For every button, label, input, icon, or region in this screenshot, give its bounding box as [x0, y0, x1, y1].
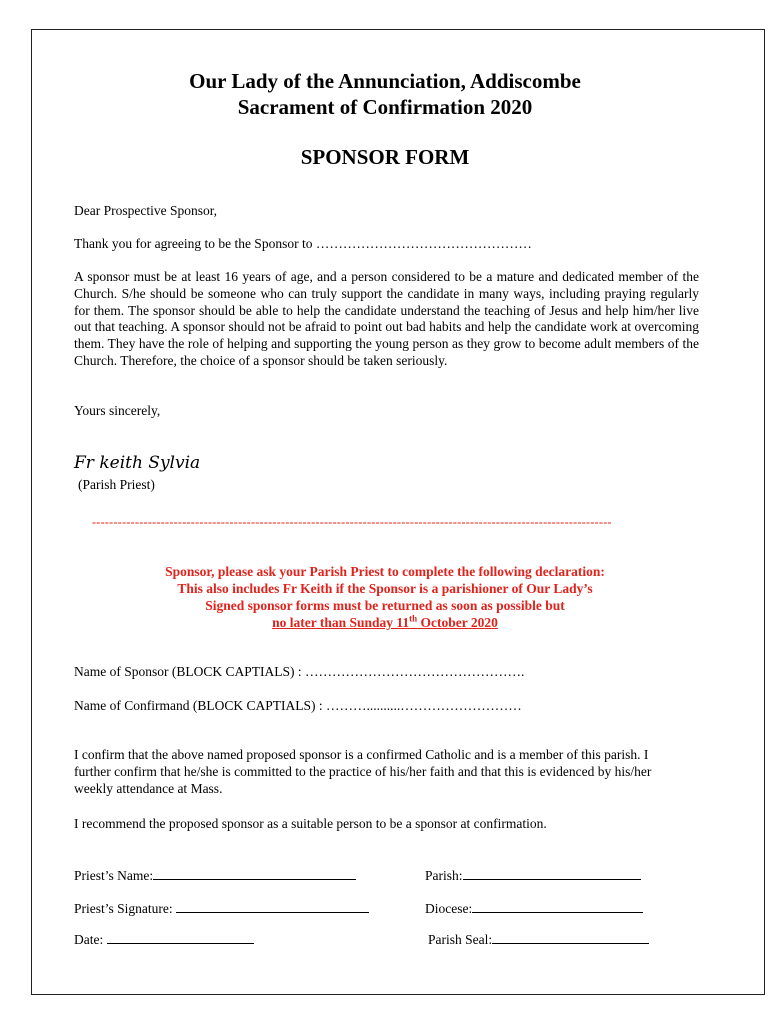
parish-label: Parish:	[425, 868, 463, 883]
priest-signature: Fr keith Sylvia	[74, 453, 201, 473]
notice-line-1: Sponsor, please ask your Parish Priest to complete the following declaration:	[165, 564, 605, 579]
sponsor-name-field[interactable]: Name of Sponsor (BLOCK CAPTIALS) : ………………………………………….	[74, 664, 525, 679]
parish-input-line[interactable]	[463, 866, 641, 880]
thanks-line: Thank you for agreeing to be the Sponsor to …………………………………………	[74, 236, 532, 251]
closing: Yours sincerely,	[74, 403, 161, 418]
deadline-line	[0, 613, 770, 631]
separator-dashes: -------------------------------------------------------------------------------------------------------------------------	[92, 515, 612, 529]
parish-row	[425, 866, 641, 884]
deadline-sup: th	[409, 613, 418, 623]
recommendation-statement: I recommend the proposed sponsor as a suitable person to be a sponsor at confirmation.	[74, 816, 547, 831]
parish-seal-row	[428, 930, 649, 948]
parish-seal-label: Parish Seal:	[428, 932, 493, 947]
diocese-row	[425, 899, 643, 917]
parish-seal-input-line[interactable]	[492, 930, 649, 944]
priest-signature-label: Priest’s Signature:	[74, 901, 173, 916]
deadline-prefix: no later than Sunday 11	[272, 614, 410, 630]
date-label: Date:	[74, 932, 104, 947]
form-title: SPONSOR FORM	[300, 145, 470, 169]
priest-signature-row	[74, 899, 369, 917]
sponsor-requirements-paragraph: A sponsor must be at least 16 years of age, and a person considered to be a mature and dedicated member of the Church. S/he should be someone who can truly support the candidate in many ways, including praying regularly for them. The sponsor should be able to help the candidate understand the teaching of Jesus and help him/her live out that teaching. A sponsor should not be afraid to point out bad habits and help the candidate work at overcoming them. They have the role of helping and supporting the young person as they grow to become adult members of the Church. Therefore, the choice of a sponsor should be taken seriously.	[74, 269, 699, 368]
salutation: Dear Prospective Sponsor,	[74, 203, 218, 218]
parish-title: Our Lady of the Annunciation, Addiscombe	[189, 69, 581, 93]
deadline-suffix: October 2020	[417, 614, 498, 630]
priest-name-input-line[interactable]	[153, 866, 356, 880]
document-page-border	[31, 29, 765, 995]
date-row	[74, 930, 254, 948]
sacrament-title: Sacrament of Confirmation 2020	[237, 95, 533, 119]
priest-signature-input-line[interactable]	[176, 899, 369, 913]
notice-line-2: This also includes Fr Keith if the Sponsor is a parishioner of Our Lady’s	[177, 581, 593, 596]
priest-name-row	[74, 866, 356, 884]
date-input-line[interactable]	[107, 930, 254, 944]
diocese-input-line[interactable]	[472, 899, 643, 913]
diocese-label: Diocese:	[425, 901, 473, 916]
priest-name-label: Priest’s Name:	[74, 868, 154, 883]
deadline-text	[272, 615, 498, 630]
signer-role: (Parish Priest)	[78, 477, 155, 492]
confirmation-declaration: I confirm that the above named proposed sponsor is a confirmed Catholic and is a member of this parish. I further confirm that he/she is committed to the practice of his/her faith and that this is evidenced by his/her weekly attendance at Mass.	[74, 747, 652, 796]
notice-line-3: Signed sponsor forms must be returned as soon as possible but	[205, 598, 565, 613]
confirmand-name-field[interactable]: Name of Confirmand (BLOCK CAPTIALS) : ………..........………………………	[74, 698, 522, 713]
